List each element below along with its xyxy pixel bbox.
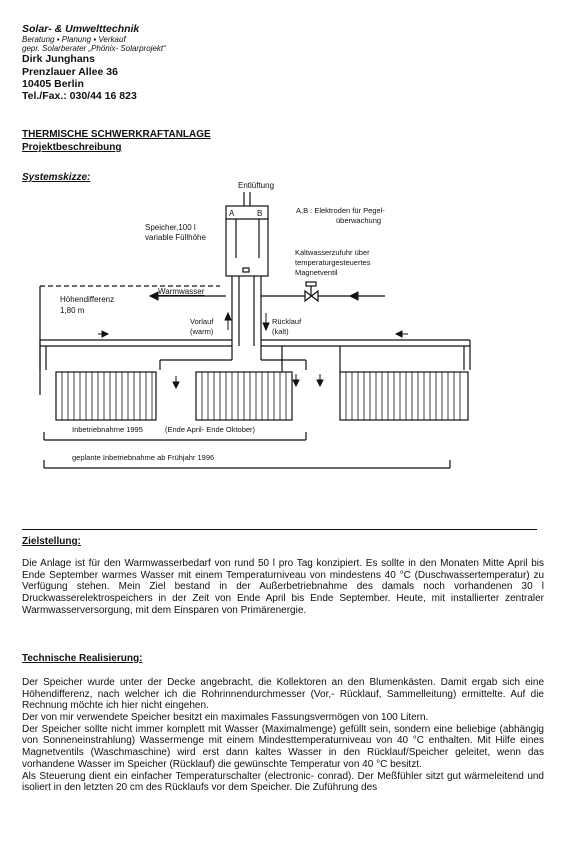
sketch-heading: Systemskizze: xyxy=(22,172,91,183)
company-tagline: Beratung ▪ Planung ▪ Verkauf xyxy=(22,35,126,45)
flow-warm-label: (warm) xyxy=(190,327,214,336)
technical-heading: Technische Realisierung: xyxy=(22,653,143,664)
cold-water-label-2: temperaturgesteuertes xyxy=(295,258,371,267)
flow-up-arrow-icon xyxy=(225,313,231,320)
owner-name: Dirk Junghans xyxy=(22,53,95,66)
down-arrow-icon xyxy=(317,380,323,386)
document-title: THERMISCHE SCHWERKRAFTANLAGE xyxy=(22,129,211,140)
technical-section xyxy=(22,677,544,794)
warm-water-arrow-icon xyxy=(150,292,158,300)
cold-water-arrow-icon xyxy=(350,292,358,300)
company-role: gepr. Solarberater „Phönix- Solarprojekt“ xyxy=(22,44,166,54)
return-down-arrow-icon xyxy=(263,323,269,330)
left-arrow-icon xyxy=(396,331,402,337)
company-name: Solar- & Umwelttechnik xyxy=(22,23,140,35)
goal-paragraph xyxy=(22,558,544,616)
electrode-b-label: B xyxy=(257,209,263,218)
down-arrow-icon xyxy=(293,380,299,386)
electrodes-label-2: überwachung xyxy=(336,216,382,225)
tank-label: Speicher,100 l xyxy=(145,223,196,232)
height-difference-value: 1,80 m xyxy=(60,306,85,315)
cold-water-label-3: Magnetventil xyxy=(295,268,338,277)
commissioning-period-label: (Ende April- Ende Oktober) xyxy=(165,425,256,434)
cold-water-label: Kaltwasserzufuhr über xyxy=(295,248,370,257)
technical-paragraph-2: Der von mir verwendete Speicher besitzt ein maximales Fassungsvermögen von 100 Litern. xyxy=(22,712,429,724)
warm-water-label: Warmwasser xyxy=(158,287,205,296)
return-label: Rücklauf xyxy=(272,317,302,326)
technical-paragraph-1: Der Speicher wurde unter der Decke angebracht, die Kollektoren an den Blumenkästen. Damit ergab sich eine Höhendifferenz, nach welcher ich die Rohrinnendurchmesser (Vor,- Rücklauf, Sammelleitung) ermittelte. Auf die Rechnung möchte ich hier nicht eingehen. xyxy=(22,677,544,712)
document-subtitle: Projektbeschreibung xyxy=(22,142,122,153)
section-divider xyxy=(22,529,537,530)
collector-panel-1 xyxy=(56,372,156,420)
height-difference-label: Höhendifferenz xyxy=(60,295,115,304)
address-city: 10405 Berlin xyxy=(22,77,84,90)
vent-label: Entlüftung xyxy=(238,181,275,190)
electrodes-label: A,B : Elektroden für Pegel- xyxy=(296,206,385,215)
technical-paragraph-3: Der Speicher sollte nicht immer komplett mit Wasser (Maximalmenge) gefüllt sein, sondern eine beliebige (abhängig von Sonneneinstrahlung) Wassermenge mit einem Mindesttemperaturniveau von 40 °C enthalten. Mit Hilfe eines Magnetventils (Waschmaschine) wird erst dann kaltes Wasser in den Rücklauf/Speicher geleitet, wenn das vorhandene Wasser im Speicher (Rücklauf) die gewünschte Temperatur von 40 °C besitzt. xyxy=(22,723,544,770)
down-arrow-icon xyxy=(173,382,179,388)
phone-fax: Tel./Fax.: 030/44 16 823 xyxy=(22,89,137,102)
goal-heading: Zielstellung: xyxy=(22,536,81,547)
tank-fill-label: variable Füllhöhe xyxy=(145,233,206,242)
collector-panel-3 xyxy=(340,372,468,420)
planned-commissioning-label: geplante Inbetriebnahme ab Frühjahr 1996 xyxy=(72,453,215,462)
flow-label: Vorlauf xyxy=(190,317,214,326)
goal-text: Die Anlage ist für den Warmwasserbedarf von rund 50 l pro Tag konzipiert. Es sollte in den Monaten Mitte April bis Ende September warmes Wasser mit einem Temperaturniveau von mindestens 40 °C (Duschwassertemperatur) zu Verfügung stehen. Mein Ziel bestand in der Außerbetriebnahme des damals noch vorhandenen 30 l Druckwasserelektrospeichers in der Zeit von Ende April bis Ende September. Heute, mit installierter zentraler Warmwasserversorgung, mit dem Einsparen von Primärenergie. xyxy=(22,558,544,616)
address-street: Prenzlauer Allee 36 xyxy=(22,65,118,78)
technical-paragraph-4: Als Steuerung dient ein einfacher Temperaturschalter (electronic- conrad). Der Meßfühler sitzt gut wärmeleitend und isoliert in den letzten 20 cm des Rücklaufs vor dem Speicher. Die Zuführung des xyxy=(22,770,544,794)
right-arrow-icon xyxy=(102,331,108,337)
commissioning-label: Inbetriebnahme 1995 xyxy=(72,425,143,434)
electrode-a-label: A xyxy=(229,209,235,218)
return-cold-label: (kalt) xyxy=(272,327,289,336)
